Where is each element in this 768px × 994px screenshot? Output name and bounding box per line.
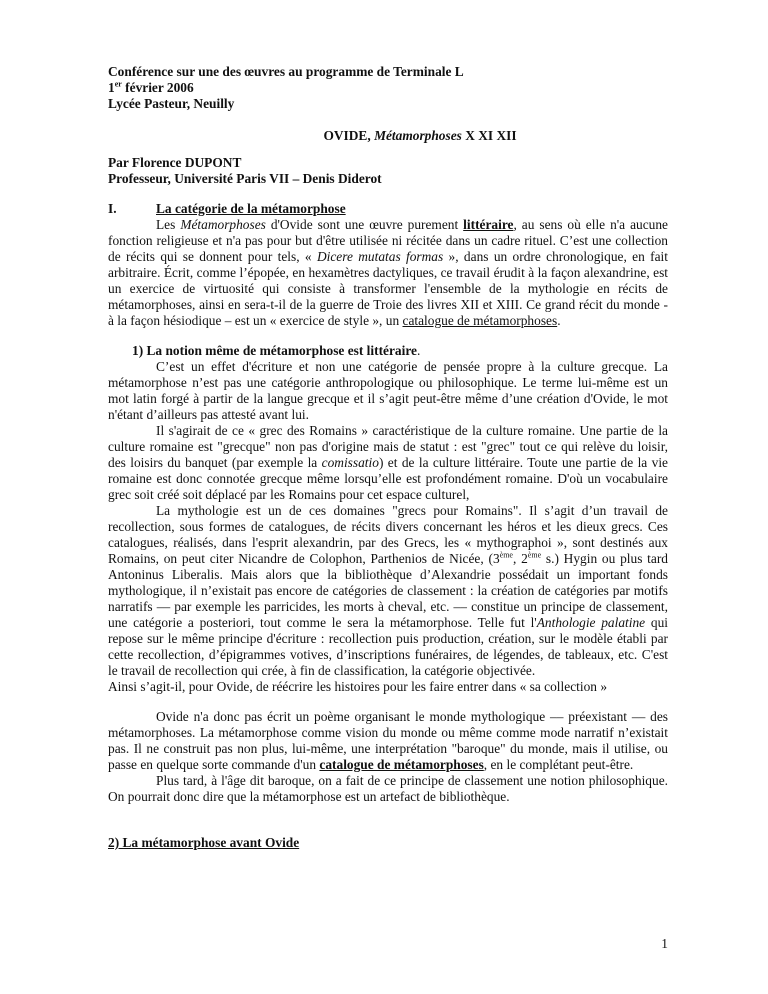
title-author: OVIDE, [323,128,375,143]
paragraph-intro: Les Métamorphoses d'Ovide sont une œuvre purement littéraire, au sens où elle n'a aucune fonction religieuse et n'a pas pour but d'être utilisée ni récitée dans un cadre rituel. C’est une collection de récits qui se donnent pour tels, « Dicere mutatas formas », dans un ordre chronologique, en fait arbitraire. Écrit, comme l’épopée, en hexamètres dactyliques, ce travail érudit à la façon alexandrine, est un exercice de virtuosité qui consiste à transformer l'ensemble de la mythologie en récits de métamorphoses, ainsi en sera-t-il de la guerre de Troie des livres XII et XIII. Ce grand récit du monde - à la façon hésiodique – est un « exercice de style », un catalogue de métamorphoses. [108,217,669,328]
section-heading-1 [108,201,668,217]
subsection-heading-2: 2) La métamorphose avant Ovide [108,835,300,850]
section-number: I. [108,201,117,216]
header-date-day: 1 [108,80,115,95]
byline-role: Professeur, Université Paris VII – Denis Diderot [108,171,382,186]
conference-header [108,64,668,112]
subsection-heading-1: 1) La notion même de métamorphose est littéraire. [132,343,421,358]
header-line-1: Conférence sur une des œuvres au programme de Terminale L [108,64,464,79]
byline [108,155,668,187]
paragraph-1: C’est un effet d'écriture et non une catégorie de pensée propre à la culture grecque. La métamorphose n’est pas une catégorie anthropologique ou philosophique. Le terme lui-même est un mot latin forgé à partir de la langue grecque et il s’agit peut-être même d’une création d'Ovide, le mot n'étant d’ailleurs pas attesté avant lui. [108,359,668,422]
header-date-sup: er [114,79,122,89]
paragraph-3: La mythologie est un de ces domaines "grecs pour Romains". Il s’agit d’un travail de recollection, sous formes de catalogues, de récits divers concernant les héros et les dieux grecs. Ces catalogues, réalisés, dans l'esprit alexandrin, par des Grecs, les « mythographoi », sont destinés aux Romains, on peut citer Nicandre de Colophon, Parthenios de Nicée, (3ème, 2ème s.) Hygin ou plus tard Antoninus Liberalis. Mais alors que la bibliothèque d’Alexandrie possédait un important fonds mythologique, il n’existait pas encore de catégories de classement : la création de catégories par motifs narratifs –– par exemple les parricides, les morts à cheval, etc. –– constitue un principe de classement, une catégorie a posteriori, tout comme le sera la métamorphose. Telle fut l'Anthologie palatine qui repose sur le même principe d'écriture : recollection puis production, création, sur le modèle établi par cette recollection, d’épigrammes votives, d’inscriptions funéraires, de légendes, de tableaux, etc. C'est le travail de recollection qui crée, à fin de classification, la catégorie objectivée. [108,503,668,678]
header-line-2 [108,80,668,96]
title-books: X XI XII [461,128,517,143]
work-title [172,128,668,144]
document-page [108,64,668,851]
byline-author: Par Florence DUPONT [108,155,242,170]
page-number: 1 [661,936,668,951]
header-date-rest: février 2006 [121,80,194,95]
paragraph-5: Ovide n'a donc pas écrit un poème organisant le monde mythologique –– préexistant –– des métamorphoses. La métamorphose comme vision du monde ou même comme mode narratif n’existait pas. Il ne construit pas non plus, lui-même, une interprétation "baroque" du monde, mais il utilise, ou passe en quelque sorte commande d'un catalogue de métamorphoses, en le complétant peut-être. [108,709,668,772]
header-line-3: Lycée Pasteur, Neuilly [108,96,235,111]
section-title: La catégorie de la métamorphose [156,201,346,216]
paragraph-2: Il s'agirait de ce « grec des Romains » caractéristique de la culture romaine. Une partie de la culture romaine est "grecque" non pas d'origine mais de statut : est "grec" tout ce qui relève du loisir, des loisirs du banquet (par exemple la comissatio) et de la culture littéraire. Toute une partie de la vie romaine est donc connotée grecque même lorsqu’elle est profondément romaine. D'où un vocabulaire grec soit créé soit déplacé par les Romains pour cet espace culturel, [108,423,668,502]
paragraph-6: Plus tard, à l'âge dit baroque, on a fait de ce principe de classement une notion philosophique. On pourrait donc dire que la métamorphose est un artefact de bibliothèque. [108,773,668,804]
paragraph-4: Ainsi s’agit-il, pour Ovide, de réécrire les histoires pour les faire entrer dans « sa collection » [108,679,608,694]
title-work: Métamorphoses [374,128,462,143]
